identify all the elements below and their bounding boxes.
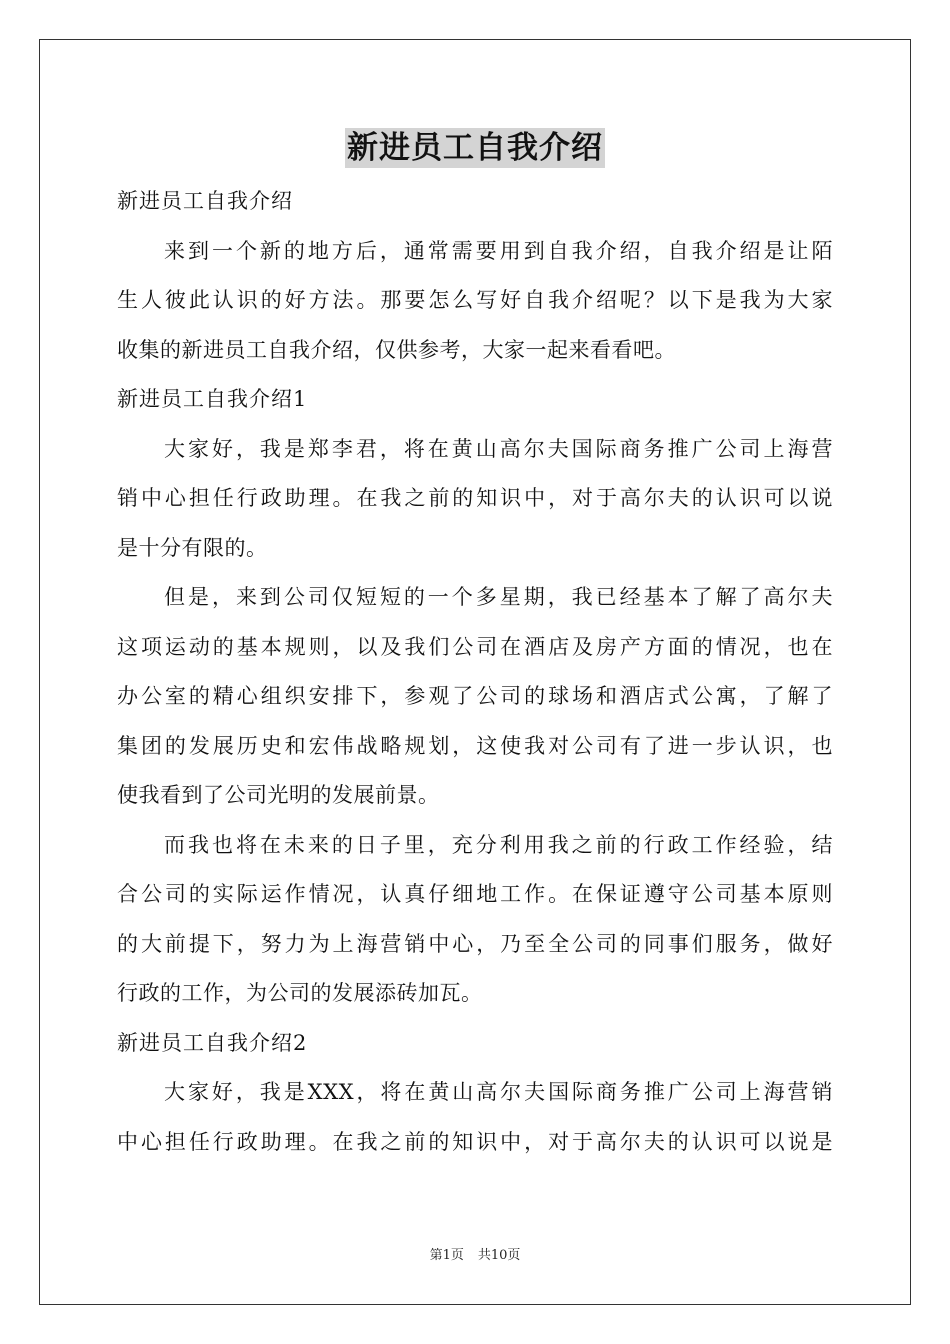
document-title: 新进员工自我介绍 (347, 130, 603, 166)
paragraph-line: 这项运动的基本规则，以及我们公司在酒店及房产方面的情况，也在 (117, 634, 833, 659)
title-container (0, 128, 950, 168)
paragraph-line: 大家好，我是XXX，将在黄山高尔夫国际商务推广公司上海营销 (164, 1080, 833, 1104)
page-total: 共10页 (477, 1248, 521, 1263)
paragraph-line: 集团的发展历史和宏伟战略规划，这使我对公司有了进一步认识，也 (117, 733, 833, 758)
document-body (117, 177, 833, 1167)
paragraph-line: 中心担任行政助理。在我之前的知识中，对于高尔夫的认识可以说是 (117, 1129, 833, 1154)
page-number: 第1页 (429, 1248, 464, 1263)
section-heading: 新进员工自我介绍1 (117, 387, 308, 411)
paragraph-line: 是十分有限的。 (117, 535, 268, 560)
paragraph-line: 销中心担任行政助理。在我之前的知识中，对于高尔夫的认识可以说 (117, 486, 833, 510)
paragraph-line: 而我也将在未来的日子里，充分利用我之前的行政工作经验，结 (164, 832, 833, 857)
page-footer (0, 1247, 950, 1265)
paragraph-line: 的大前提下，努力为上海营销中心，乃至全公司的同事们服务，做好 (117, 931, 833, 956)
paragraph-line: 办公室的精心组织安排下，参观了公司的球场和酒店式公寓，了解了 (117, 684, 833, 708)
paragraph-line: 但是，来到公司仅短短的一个多星期，我已经基本了解了高尔夫 (164, 585, 833, 609)
paragraph-line: 生人彼此认识的好方法。那要怎么写好自我介绍呢？以下是我为大家 (117, 288, 833, 312)
paragraph-line: 行政的工作，为公司的发展添砖加瓦。 (117, 981, 483, 1005)
section-heading: 新进员工自我介绍 (117, 189, 293, 213)
section-heading: 新进员工自我介绍2 (117, 1030, 308, 1055)
paragraph-line: 大家好，我是郑李君，将在黄山高尔夫国际商务推广公司上海营 (164, 436, 833, 461)
paragraph-line: 来到一个新的地方后，通常需要用到自我介绍，自我介绍是让陌 (164, 238, 833, 263)
paragraph-line: 合公司的实际运作情况，认真仔细地工作。在保证遵守公司基本原则 (117, 882, 833, 906)
paragraph-line: 使我看到了公司光明的发展前景。 (117, 783, 440, 807)
paragraph-line: 收集的新进员工自我介绍，仅供参考，大家一起来看看吧。 (117, 337, 676, 362)
